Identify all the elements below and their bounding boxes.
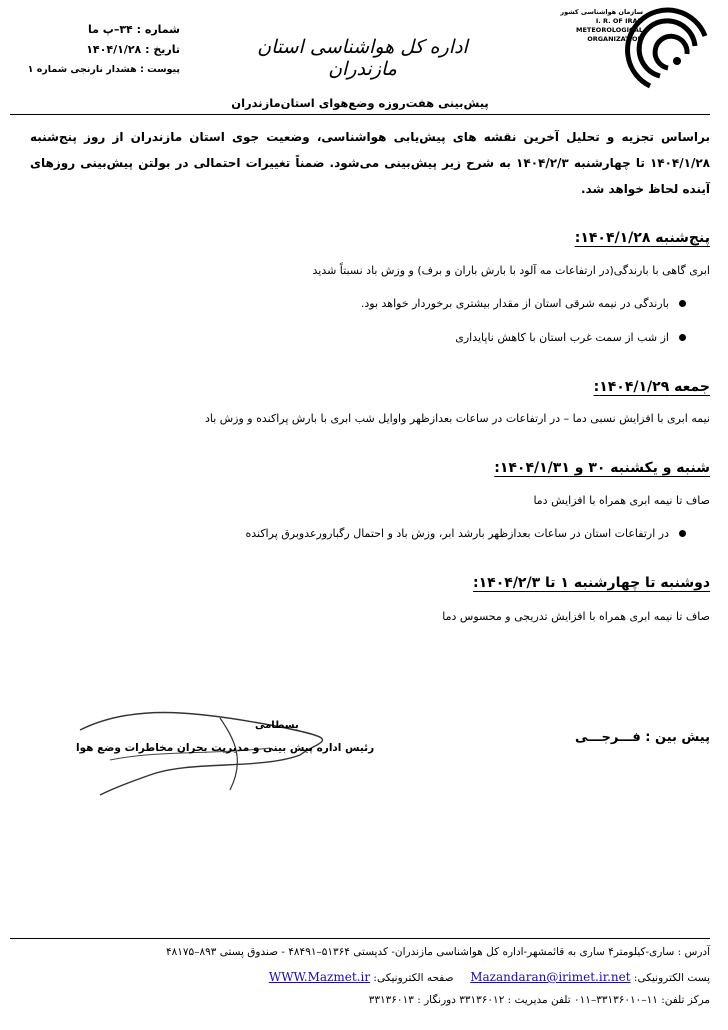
divider (10, 114, 710, 115)
organization-logo (555, 6, 715, 98)
footer-contacts (269, 970, 710, 984)
section-heading: پنج‌شنبه ۱۴۰۴/۱/۲۸: (574, 230, 710, 246)
list-item (245, 527, 686, 540)
attachment-label: پیوست : (140, 64, 180, 75)
bullet-icon (679, 300, 686, 307)
date-label: تاریخ : (145, 43, 180, 56)
section-heading: شنبه و یکشنبه ۳۰ و ۱۴۰۴/۱/۳۱: (494, 460, 710, 476)
logo-line: METEOROLOGICAL (576, 26, 643, 34)
section-text: ابری گاهی با بارندگی(در ارتفاعات مه آلود با بارش باران و برف) و وزش باد نسبتاً شدید (312, 264, 710, 277)
attachment-value: هشدار نارنجی شماره ۱ (27, 64, 137, 75)
website-link[interactable]: WWW.Mazmet.ir (268, 970, 371, 984)
logo-line: ORGANIZATION (587, 35, 643, 43)
section-text: صاف تا نیمه ابری همراه با افزایش دما (533, 494, 710, 507)
date-value: ۱۴۰۴/۱/۲۸ (86, 43, 142, 56)
bullet-icon (679, 530, 686, 537)
signer-name: بسطامی (255, 720, 299, 731)
site-label: صفحه الکترونیکی: (373, 972, 454, 984)
list-item-text: از شب از سمت غرب استان با کاهش ناپایداری (455, 331, 669, 344)
logo-line: سازمان هواشناسی کشور (560, 8, 643, 16)
section-text: صاف تا نیمه ابری همراه با افزایش تدریجی و محسوس دما (442, 610, 710, 623)
list-item-text: در ارتفاعات استان در ساعات بعدازظهر بارشد ابر، وزش باد و احتمال رگبارورعدوبرق پراکنده (245, 527, 669, 540)
signer-title: رئیس اداره پیش بینی و مدیریت بحران مخاطرات وضع هوا (76, 742, 375, 754)
bullet-icon (679, 334, 686, 341)
letter-date (10, 40, 180, 60)
number-label: شماره : (136, 23, 180, 36)
footer-phones: مرکز تلفن: ۱۱–۳۳۱۳۶۰۱۰–۰۱۱ تلفن مدیریت : ۳۳۱۳۶۰۱۲ دورنگار : ۳۳۱۳۶۰۱۳ (368, 994, 710, 1006)
forecaster-name: پیش بین : فـــرجـــی (574, 730, 710, 745)
page-title: پیش‌بینی هفت‌روزه وضع‌هوای استان‌مازندران (231, 96, 489, 110)
footer-divider (10, 938, 710, 939)
number-value: ۳۴–پ ما (88, 23, 133, 36)
list-item-text: بارندگی در نیمه شرقی استان از مقدار بیشتری برخوردار خواهد بود. (360, 297, 669, 310)
logo-line: I. R. OF IRAN (595, 17, 643, 25)
section-heading: دوشنبه تا چهارشنبه ۱ تا ۱۴۰۴/۲/۳: (473, 575, 710, 591)
letter-attachment (10, 60, 180, 80)
list-item (361, 297, 686, 310)
intro-paragraph: براساس تجزیه و تحلیل آخرین نقشه های پیش‌یابی هواشناسی، وضعیت جوی استان مازندران از روز پنج‌شنبه ۱۴۰۴/۱/۲۸ تا چهارشنبه ۱۴۰۴/۲/۳ به شرح زیر پیش‌بینی می‌شود. ضمناً تغییرات احتمالی در بولتن پیش‌بینی روزهای آینده لحاظ خواهد شد. (30, 130, 710, 196)
section-heading: جمعه ۱۴۰۴/۱/۲۹: (593, 379, 710, 395)
list-item (455, 331, 686, 344)
agency-title: اداره کل هواشناسی استان مازندران (257, 36, 468, 80)
footer-address: آدرس : ساری-کیلومتر۴ ساری به قائمشهر-اداره کل هواشناسی مازندران- کدپستی ۵۱۳۶۴–۴۸۴۹۱ - صندوق پستی ۸۹۳–۴۸۱۷۵ (165, 946, 710, 958)
section-text: نیمه ابری با افزایش نسبی دما – در ارتفاعات در ساعات بعدازظهر واوایل شب ابری با بارش پراکنده و وزش باد (204, 412, 710, 425)
letter-number (10, 20, 180, 40)
letter-meta (10, 20, 180, 80)
email-label: پست الکترونیکی: (633, 972, 710, 984)
email-link[interactable]: Mazandaran@irimet.ir.net (470, 970, 631, 984)
